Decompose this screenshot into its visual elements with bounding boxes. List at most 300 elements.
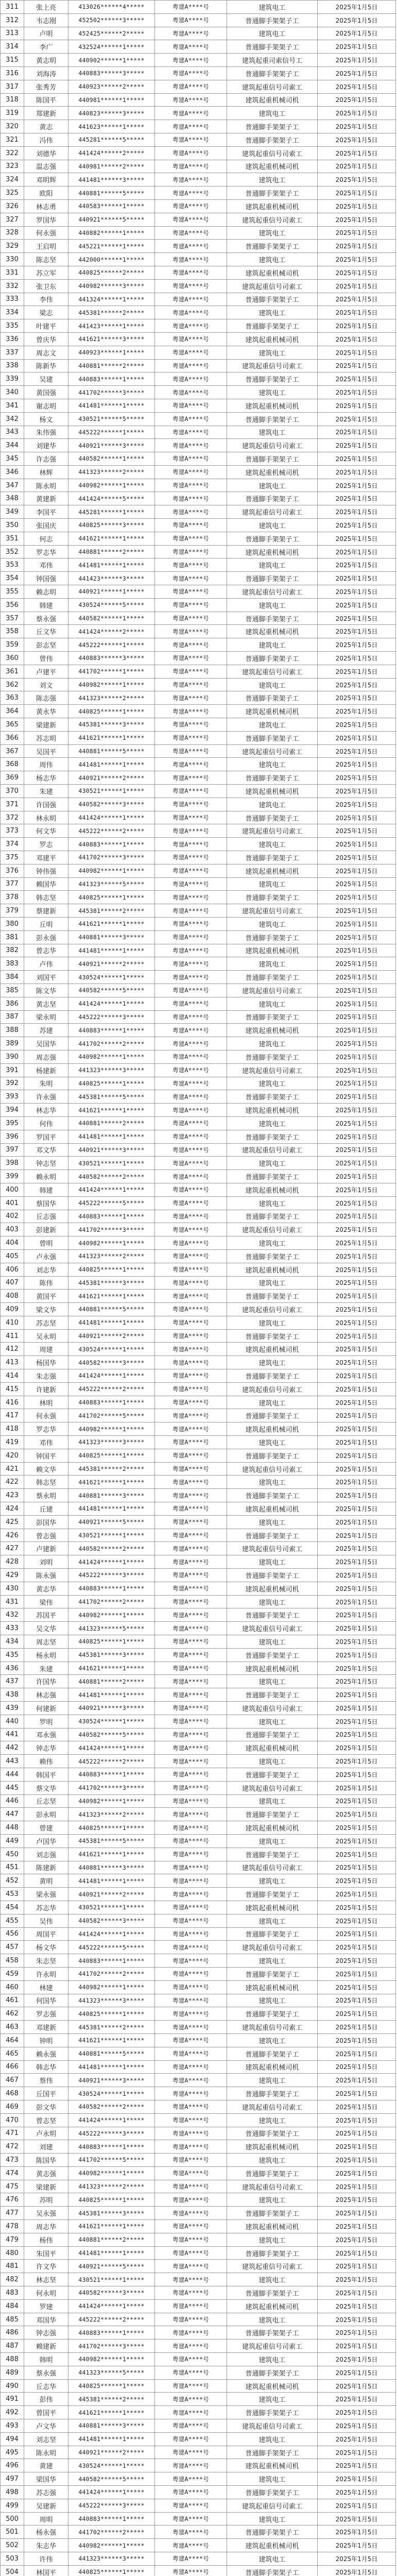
table-row [1, 1848, 396, 1861]
issue-date-cell: 2025年1月5日 [318, 479, 396, 492]
row-number-cell: 347 [1, 479, 24, 492]
certificate-number-cell: 粤建A****号 [155, 771, 227, 785]
table-row [1, 1489, 396, 1502]
issue-date-cell: 2025年1月5日 [318, 1808, 396, 1821]
operation-type-cell: 建筑起重机械司机 [227, 93, 318, 107]
certificate-number-cell: 粤建A****号 [155, 1409, 227, 1422]
operation-type-cell: 建筑电工 [227, 1994, 318, 2007]
certificate-number-cell: 粤建A****号 [155, 2526, 227, 2539]
operation-type-cell: 普通脚手架架子工 [227, 452, 318, 466]
id-number-cell: 441481******1***** [68, 2060, 155, 2074]
table-row [1, 1196, 396, 1210]
certificate-number-cell: 粤建A****号 [155, 1210, 227, 1223]
id-number-cell: 441424******2***** [68, 146, 155, 160]
operation-type-cell: 建筑电工 [227, 2074, 318, 2087]
table-row [1, 2486, 396, 2499]
row-number-cell: 367 [1, 744, 24, 758]
issue-date-cell: 2025年1月5日 [318, 505, 396, 519]
table-row [1, 1994, 396, 2007]
certificate-number-cell: 粤建A****号 [155, 2087, 227, 2100]
operation-type-cell: 建筑起重信号司索工 [227, 2260, 318, 2273]
id-number-cell: 440881******3***** [68, 1489, 155, 1502]
id-number-cell: 440825******1***** [68, 705, 155, 718]
operation-type-cell: 普通脚手架架子工 [227, 2166, 318, 2180]
id-number-cell: 441324******1***** [68, 293, 155, 306]
table-row [1, 2393, 396, 2406]
issue-date-cell: 2025年1月5日 [318, 1967, 396, 1980]
table-row [1, 505, 396, 519]
row-number-cell: 407 [1, 1276, 24, 1290]
worker-name-cell: 钟志华 [24, 1741, 68, 1755]
operation-type-cell: 建筑电工 [227, 2353, 318, 2366]
table-row [1, 2207, 396, 2220]
table-row [1, 984, 396, 997]
worker-name-cell: 黄国平 [24, 1290, 68, 1303]
table-row [1, 1648, 396, 1662]
row-number-cell: 500 [1, 2512, 24, 2526]
issue-date-cell: 2025年1月5日 [318, 27, 396, 40]
certificate-number-cell: 粤建A****号 [155, 1343, 227, 1356]
operation-type-cell: 建筑起重机械司机 [227, 1343, 318, 1356]
certificate-number-cell: 粤建A****号 [155, 2154, 227, 2167]
worker-name-cell: 朱志华 [24, 2539, 68, 2552]
row-number-cell: 393 [1, 1090, 24, 1104]
issue-date-cell: 2025年1月5日 [318, 1249, 396, 1263]
operation-type-cell: 建筑起重机械司机 [227, 1422, 318, 1436]
operation-type-cell: 建筑电工 [227, 1476, 318, 1489]
operation-type-cell: 建筑起重机械司机 [227, 465, 318, 479]
operation-type-cell: 建筑电工 [227, 2033, 318, 2047]
operation-type-cell: 建筑起重信号司索工 [227, 1702, 318, 1715]
id-number-cell: 430521******1***** [68, 1901, 155, 1914]
row-number-cell: 392 [1, 1077, 24, 1090]
row-number-cell: 340 [1, 386, 24, 399]
worker-name-cell: 韩志坚 [24, 1476, 68, 1489]
certificate-number-cell: 粤建A****号 [155, 1303, 227, 1316]
table-row [1, 1888, 396, 1901]
worker-name-cell: 赖建新 [24, 2340, 68, 2353]
certificate-number-cell: 粤建A****号 [155, 1914, 227, 1927]
table-row [1, 2340, 396, 2353]
id-number-cell: 441424******1***** [68, 2113, 155, 2127]
row-number-cell: 381 [1, 930, 24, 944]
row-number-cell: 453 [1, 1888, 24, 1901]
id-number-cell: 440825******3***** [68, 519, 155, 532]
operation-type-cell: 建筑起重机械司机 [227, 1104, 318, 1117]
operation-type-cell: 建筑起重司索信号工 [227, 54, 318, 67]
issue-date-cell: 2025年1月5日 [318, 758, 396, 771]
table-row [1, 1409, 396, 1422]
table-row [1, 705, 396, 718]
worker-name-cell: 陈建新 [24, 1861, 68, 1874]
issue-date-cell: 2025年1月5日 [318, 2154, 396, 2167]
id-number-cell: 440982******1***** [68, 1050, 155, 1063]
certificate-number-cell: 粤建A****号 [155, 2140, 227, 2154]
worker-name-cell: 苏建 [24, 1024, 68, 1037]
certificate-number-cell: 粤建A****号 [155, 1143, 227, 1157]
table-row [1, 1954, 396, 1968]
worker-name-cell: 朱建 [24, 1662, 68, 1675]
table-row [1, 2565, 396, 2576]
row-number-cell: 469 [1, 2100, 24, 2113]
id-number-cell: 441424******1***** [68, 1369, 155, 1383]
operation-type-cell: 建筑电工 [227, 306, 318, 319]
issue-date-cell: 2025年1月5日 [318, 426, 396, 439]
id-number-cell: 440825******2***** [68, 266, 155, 279]
worker-name-cell: 何建新 [24, 1702, 68, 1715]
issue-date-cell: 2025年1月5日 [318, 2340, 396, 2353]
id-number-cell: 440883******1***** [68, 1396, 155, 1409]
issue-date-cell: 2025年1月5日 [318, 1728, 396, 1741]
table-row [1, 2512, 396, 2526]
certificate-number-cell: 粤建A****号 [155, 2326, 227, 2340]
operation-type-cell: 建筑电工 [227, 1755, 318, 1768]
table-row [1, 2419, 396, 2433]
table-row [1, 2007, 396, 2021]
worker-name-cell: 杨永明 [24, 1648, 68, 1662]
issue-date-cell: 2025年1月5日 [318, 1768, 396, 1781]
table-row [1, 824, 396, 838]
row-number-cell: 472 [1, 2140, 24, 2154]
table-row [1, 718, 396, 732]
issue-date-cell: 2025年1月5日 [318, 146, 396, 160]
row-number-cell: 474 [1, 2166, 24, 2180]
row-number-cell: 356 [1, 598, 24, 612]
table-row [1, 1622, 396, 1635]
worker-name-cell: 周志坚 [24, 1635, 68, 1649]
certificate-number-cell: 粤建A****号 [155, 2446, 227, 2459]
table-row [1, 2539, 396, 2552]
table-row [1, 1502, 396, 1516]
worker-name-cell: 欧阳 [24, 187, 68, 200]
operation-type-cell: 建筑电工 [227, 1954, 318, 1968]
issue-date-cell: 2025年1月5日 [318, 173, 396, 187]
operation-type-cell: 建筑起重信号司索工 [227, 2340, 318, 2353]
row-number-cell: 322 [1, 146, 24, 160]
issue-date-cell: 2025年1月5日 [318, 386, 396, 399]
issue-date-cell: 2025年1月5日 [318, 187, 396, 200]
operation-type-cell: 普通脚手架架子工 [227, 1249, 318, 1263]
operation-type-cell: 建筑起重信号司索工 [227, 279, 318, 293]
operation-type-cell: 建筑起重机械司机 [227, 2140, 318, 2154]
worker-name-cell: 杨文华 [24, 1941, 68, 1954]
operation-type-cell: 建筑起重机械司机 [227, 1582, 318, 1595]
row-number-cell: 439 [1, 1702, 24, 1715]
id-number-cell: 440921******2***** [68, 957, 155, 971]
issue-date-cell: 2025年1月5日 [318, 2379, 396, 2393]
worker-name-cell: 钟国平 [24, 1449, 68, 1462]
id-number-cell: 441621******1***** [68, 731, 155, 744]
worker-name-cell: 吴国平 [24, 744, 68, 758]
certificate-number-cell: 粤建A****号 [155, 2340, 227, 2353]
certificate-number-cell: 粤建A****号 [155, 1888, 227, 1901]
operation-type-cell: 建筑电工 [227, 1515, 318, 1529]
certificate-number-cell: 粤建A****号 [155, 93, 227, 107]
row-number-cell: 467 [1, 2074, 24, 2087]
id-number-cell: 440881******3***** [68, 2419, 155, 2433]
issue-date-cell: 2025年1月5日 [318, 1741, 396, 1755]
certificate-number-cell: 粤建A****号 [155, 864, 227, 877]
operation-type-cell: 建筑起重信号司索工 [227, 665, 318, 678]
operation-type-cell: 普通脚手架架子工 [227, 532, 318, 545]
operation-type-cell: 建筑电工 [227, 2193, 318, 2207]
issue-date-cell: 2025年1月5日 [318, 545, 396, 558]
worker-name-cell: 吴建新 [24, 2499, 68, 2512]
id-number-cell: 440825******1***** [68, 2565, 155, 2576]
row-number-cell: 375 [1, 851, 24, 865]
id-number-cell: 440881******2***** [68, 1675, 155, 1688]
issue-date-cell: 2025年1月5日 [318, 1090, 396, 1104]
worker-name-cell: 黄建新 [24, 492, 68, 505]
certificate-number-cell: 粤建A****号 [155, 452, 227, 466]
table-row [1, 187, 396, 200]
id-number-cell: 440881******5***** [68, 2047, 155, 2060]
row-number-cell: 478 [1, 2220, 24, 2233]
worker-name-cell: 罗志强 [24, 2007, 68, 2021]
table-row [1, 957, 396, 971]
issue-date-cell: 2025年1月5日 [318, 1343, 396, 1356]
row-number-cell: 426 [1, 1529, 24, 1542]
issue-date-cell: 2025年1月5日 [318, 2193, 396, 2207]
row-number-cell: 412 [1, 1343, 24, 1356]
worker-name-cell: 丘志强 [24, 1210, 68, 1223]
certificate-number-cell: 粤建A****号 [155, 439, 227, 452]
issue-date-cell: 2025年1月5日 [318, 1210, 396, 1223]
issue-date-cell: 2025年1月5日 [318, 2326, 396, 2340]
issue-date-cell: 2025年1月5日 [318, 332, 396, 346]
certificate-number-cell: 粤建A****号 [155, 359, 227, 372]
table-row [1, 1130, 396, 1143]
operation-type-cell: 建筑电工 [227, 1715, 318, 1728]
certificate-number-cell: 粤建A****号 [155, 346, 227, 359]
certificate-number-cell: 粤建A****号 [155, 1476, 227, 1489]
issue-date-cell: 2025年1月5日 [318, 2432, 396, 2446]
certificate-number-cell: 粤建A****号 [155, 1662, 227, 1675]
worker-name-cell: 韩建 [24, 598, 68, 612]
table-row [1, 2233, 396, 2246]
issue-date-cell: 2025年1月5日 [318, 1848, 396, 1861]
id-number-cell: 441424******5***** [68, 492, 155, 505]
table-row [1, 2087, 396, 2100]
certificate-number-cell: 粤建A****号 [155, 505, 227, 519]
worker-name-cell: 丘志华 [24, 2379, 68, 2393]
table-row [1, 532, 396, 545]
certificate-number-cell: 粤建A****号 [155, 146, 227, 160]
operation-type-cell: 普通脚手架架子工 [227, 691, 318, 705]
certificate-number-cell: 粤建A****号 [155, 1249, 227, 1263]
table-row [1, 1715, 396, 1728]
id-number-cell: 441424******1***** [68, 997, 155, 1010]
id-number-cell: 441621******3***** [68, 332, 155, 346]
issue-date-cell: 2025年1月5日 [318, 2127, 396, 2140]
certificate-number-cell: 粤建A****号 [155, 1688, 227, 1702]
id-number-cell: 441323******3***** [68, 1436, 155, 1449]
operation-type-cell: 建筑起重信号司索工 [227, 80, 318, 93]
worker-name-cell: 彭国华 [24, 1515, 68, 1529]
row-number-cell: 450 [1, 1848, 24, 1861]
certificate-number-cell: 粤建A****号 [155, 319, 227, 333]
issue-date-cell: 2025年1月5日 [318, 107, 396, 120]
id-number-cell: 440982******1***** [68, 1608, 155, 1622]
worker-name-cell: 许永强 [24, 1090, 68, 1104]
table-row [1, 545, 396, 558]
issue-date-cell: 2025年1月5日 [318, 519, 396, 532]
operation-type-cell: 建筑起重机械司机 [227, 785, 318, 798]
certificate-number-cell: 粤建A****号 [155, 572, 227, 585]
operation-type-cell: 建筑电工 [227, 1196, 318, 1210]
operation-type-cell: 普通脚手架架子工 [227, 1409, 318, 1422]
operation-type-cell: 普通脚手架架子工 [227, 1967, 318, 1980]
table-row [1, 1476, 396, 1489]
certificate-number-cell: 粤建A****号 [155, 372, 227, 386]
issue-date-cell: 2025年1月5日 [318, 585, 396, 599]
worker-name-cell: 陈伟 [24, 1276, 68, 1290]
issue-date-cell: 2025年1月5日 [318, 2047, 396, 2060]
issue-date-cell: 2025年1月5日 [318, 253, 396, 266]
id-number-cell: 441621******1***** [68, 532, 155, 545]
certificate-number-cell: 粤建A****号 [155, 1422, 227, 1436]
table-row [1, 971, 396, 984]
issue-date-cell: 2025年1月5日 [318, 1980, 396, 1994]
id-number-cell: 445222******3***** [68, 1010, 155, 1024]
certificate-number-cell: 粤建A****号 [155, 173, 227, 187]
row-number-cell: 495 [1, 2446, 24, 2459]
issue-date-cell: 2025年1月5日 [318, 2233, 396, 2246]
table-row [1, 612, 396, 625]
id-number-cell: 441481******1***** [68, 758, 155, 771]
operation-type-cell: 普通脚手架架子工 [227, 1688, 318, 1702]
id-number-cell: 445281******1***** [68, 505, 155, 519]
id-number-cell: 441702******2***** [68, 1037, 155, 1050]
id-number-cell: 440825******1***** [68, 1077, 155, 1090]
id-number-cell: 442000******1***** [68, 253, 155, 266]
row-number-cell: 434 [1, 1635, 24, 1649]
id-number-cell: 441621******1***** [68, 2033, 155, 2047]
row-number-cell: 361 [1, 665, 24, 678]
row-number-cell: 372 [1, 811, 24, 824]
issue-date-cell: 2025年1月5日 [318, 572, 396, 585]
worker-name-cell: 杨永强 [24, 2526, 68, 2539]
id-number-cell: 440982******1***** [68, 1980, 155, 1994]
worker-name-cell: 钟明 [24, 2033, 68, 2047]
row-number-cell: 315 [1, 54, 24, 67]
certificate-number-cell: 粤建A****号 [155, 2499, 227, 2512]
worker-name-cell: 何伟 [24, 1116, 68, 1130]
row-number-cell: 385 [1, 984, 24, 997]
worker-name-cell: 林国平 [24, 2565, 68, 2576]
worker-name-cell: 何文华 [24, 824, 68, 838]
table-row [1, 332, 396, 346]
issue-date-cell: 2025年1月5日 [318, 1489, 396, 1502]
row-number-cell: 414 [1, 1369, 24, 1383]
row-number-cell: 401 [1, 1196, 24, 1210]
worker-name-cell: 林志勇 [24, 199, 68, 213]
operation-type-cell: 建筑电工 [227, 1, 318, 14]
worker-name-cell: 苏志华 [24, 1901, 68, 1914]
certificate-number-cell: 粤建A****号 [155, 1436, 227, 1449]
id-number-cell: 430524******1***** [68, 2087, 155, 2100]
row-number-cell: 403 [1, 1223, 24, 1236]
id-number-cell: 440982******3***** [68, 279, 155, 293]
id-number-cell: 441423******1***** [68, 319, 155, 333]
operation-type-cell: 建筑电工 [227, 2512, 318, 2526]
worker-name-cell: 罗建 [24, 2299, 68, 2313]
table-row [1, 27, 396, 40]
operation-type-cell: 建筑电工 [227, 2233, 318, 2246]
worker-name-cell: 周国平 [24, 1927, 68, 1941]
issue-date-cell: 2025年1月5日 [318, 904, 396, 918]
row-number-cell: 332 [1, 279, 24, 293]
operation-type-cell: 建筑起重机械司机 [227, 705, 318, 718]
row-number-cell: 468 [1, 2087, 24, 2100]
worker-name-cell: 卢明 [24, 27, 68, 40]
operation-type-cell: 普通脚手架架子工 [227, 133, 318, 146]
operation-type-cell: 建筑起重机械司机 [227, 2060, 318, 2074]
certificate-number-cell: 粤建A****号 [155, 1861, 227, 1874]
worker-name-cell: 邓永强 [24, 1728, 68, 1741]
issue-date-cell: 2025年1月5日 [318, 2366, 396, 2379]
table-row [1, 2406, 396, 2419]
id-number-cell: 441323******2***** [68, 691, 155, 705]
operation-type-cell: 建筑电工 [227, 519, 318, 532]
issue-date-cell: 2025年1月5日 [318, 864, 396, 877]
certificate-number-cell: 粤建A****号 [155, 386, 227, 399]
operation-type-cell: 建筑起重信号司索工 [227, 1382, 318, 1396]
operation-type-cell: 普通脚手架架子工 [227, 612, 318, 625]
table-row [1, 54, 396, 67]
id-number-cell: 441323******3***** [68, 2552, 155, 2566]
row-number-cell: 387 [1, 1010, 24, 1024]
issue-date-cell: 2025年1月5日 [318, 1994, 396, 2007]
operation-type-cell: 建筑电工 [227, 598, 318, 612]
worker-name-cell: 朱伟强 [24, 426, 68, 439]
certificate-number-cell: 粤建A****号 [155, 1648, 227, 1662]
table-row [1, 585, 396, 599]
table-row [1, 253, 396, 266]
operation-type-cell: 建筑电工 [227, 1675, 318, 1688]
issue-date-cell: 2025年1月5日 [318, 1037, 396, 1050]
table-row [1, 1396, 396, 1409]
issue-date-cell: 2025年1月5日 [318, 2299, 396, 2313]
certificate-number-cell: 粤建A****号 [155, 293, 227, 306]
issue-date-cell: 2025年1月5日 [318, 1702, 396, 1715]
worker-name-cell: 苏立军 [24, 266, 68, 279]
operation-type-cell: 建筑起重机械司机 [227, 2459, 318, 2472]
row-number-cell: 402 [1, 1210, 24, 1223]
issue-date-cell: 2025年1月5日 [318, 120, 396, 133]
row-number-cell: 416 [1, 1396, 24, 1409]
issue-date-cell: 2025年1月5日 [318, 2446, 396, 2459]
issue-date-cell: 2025年1月5日 [318, 811, 396, 824]
issue-date-cell: 2025年1月5日 [318, 1555, 396, 1569]
worker-name-cell: 刘德华 [24, 146, 68, 160]
table-row [1, 160, 396, 173]
row-number-cell: 491 [1, 2393, 24, 2406]
operation-type-cell: 建筑电工 [227, 838, 318, 851]
worker-name-cell: 曾明 [24, 1236, 68, 1250]
table-row [1, 1077, 396, 1090]
operation-type-cell: 建筑起重机械司机 [227, 545, 318, 558]
issue-date-cell: 2025年1月5日 [318, 13, 396, 27]
operation-type-cell: 普通脚手架架子工 [227, 1369, 318, 1383]
row-number-cell: 481 [1, 2260, 24, 2273]
worker-name-cell: 陈志强 [24, 691, 68, 705]
worker-name-cell: 丘国平 [24, 2087, 68, 2100]
operation-type-cell: 普通脚手架架子工 [227, 2486, 318, 2499]
id-number-cell: 440883******3***** [68, 652, 155, 665]
id-number-cell: 440881******2***** [68, 359, 155, 372]
worker-name-cell: 朱志坚 [24, 1954, 68, 1968]
